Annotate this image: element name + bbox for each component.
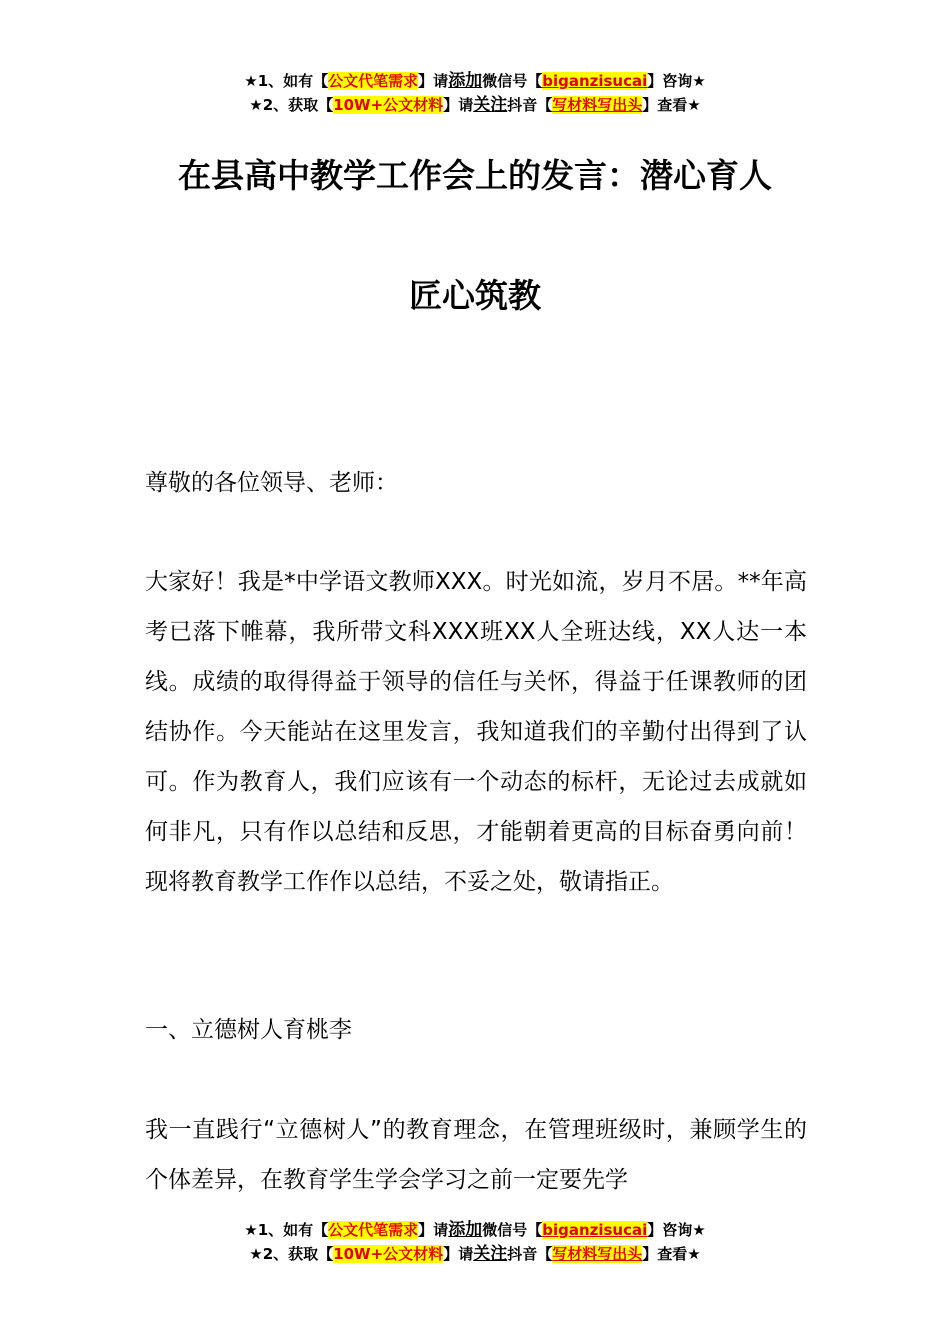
banner-line-2 <box>0 1242 950 1266</box>
banner-line-1 <box>0 69 950 93</box>
paragraph-2: 我一直践行“立德树人”的教育理念，在管理班级时，兼顾学生的个体差异，在教育学生学会学习之前一定要先学 <box>145 1117 807 1193</box>
banner-emphasis: 添加 <box>448 1220 483 1240</box>
banner-text: 】查看★ <box>642 1245 701 1263</box>
douyin-id: 写材料写出头 <box>552 96 643 114</box>
banner-text: 】查看★ <box>642 96 701 114</box>
top-banner <box>0 69 950 117</box>
banner-emphasis: 关注 <box>473 1244 508 1264</box>
banner-text: 】请 <box>443 96 474 114</box>
title-line-2: 匠心筑教 <box>409 276 541 315</box>
banner-text: 】咨询★ <box>647 1221 706 1239</box>
wechat-id: biganzisucai <box>542 72 648 90</box>
banner-text: 】咨询★ <box>647 72 706 90</box>
paragraph-1: 大家好！我是*中学语文教师XXX。时光如流，岁月不居。**年高考已落下帷幕，我所带文科XXX班XX人全班达线，XX人达一本线。成绩的取得得益于领导的信任与关怀，得益于任课教师的团结协作。今天能站在这里发言，我知道我们的辛勤付出得到了认可。作为教育人，我们应该有一个动态的标杆，无论过去成就如何非凡，只有作以总结和反思，才能朝着更高的目标奋勇向前！现将教育教学工作作以总结，不妥之处，敬请指正。 <box>145 569 807 895</box>
banner-emphasis: 关注 <box>473 95 508 115</box>
wechat-id: biganzisucai <box>542 1221 648 1239</box>
banner-text: 】请 <box>418 72 449 90</box>
banner-emphasis: 添加 <box>448 71 483 91</box>
banner-line-1 <box>0 1218 950 1242</box>
banner-text: ★2、获取【 <box>249 1245 334 1263</box>
banner-text: ★1、如有【 <box>244 72 329 90</box>
banner-text: 抖音【 <box>507 96 553 114</box>
banner-line-2 <box>0 93 950 117</box>
banner-text: 】请 <box>443 1245 474 1263</box>
greeting: 尊敬的各位领导、老师： <box>145 470 398 496</box>
banner-text: 抖音【 <box>507 1245 553 1263</box>
banner-text: 微信号【 <box>482 1221 543 1239</box>
banner-highlight: 公文代笔需求 <box>328 72 419 90</box>
banner-text: ★1、如有【 <box>244 1221 329 1239</box>
banner-highlight: 10W+公文材料 <box>333 96 444 114</box>
title-line-1: 在县高中教学工作会上的发言：潜心育人 <box>178 156 772 195</box>
banner-text: 】请 <box>418 1221 449 1239</box>
banner-highlight: 10W+公文材料 <box>333 1245 444 1263</box>
banner-highlight: 公文代笔需求 <box>328 1221 419 1239</box>
banner-text: ★2、获取【 <box>249 96 334 114</box>
douyin-id: 写材料写出头 <box>552 1245 643 1263</box>
banner-text: 微信号【 <box>482 72 543 90</box>
section-heading-1: 一、立德树人育桃李 <box>145 1017 352 1043</box>
bottom-banner <box>0 1218 950 1266</box>
